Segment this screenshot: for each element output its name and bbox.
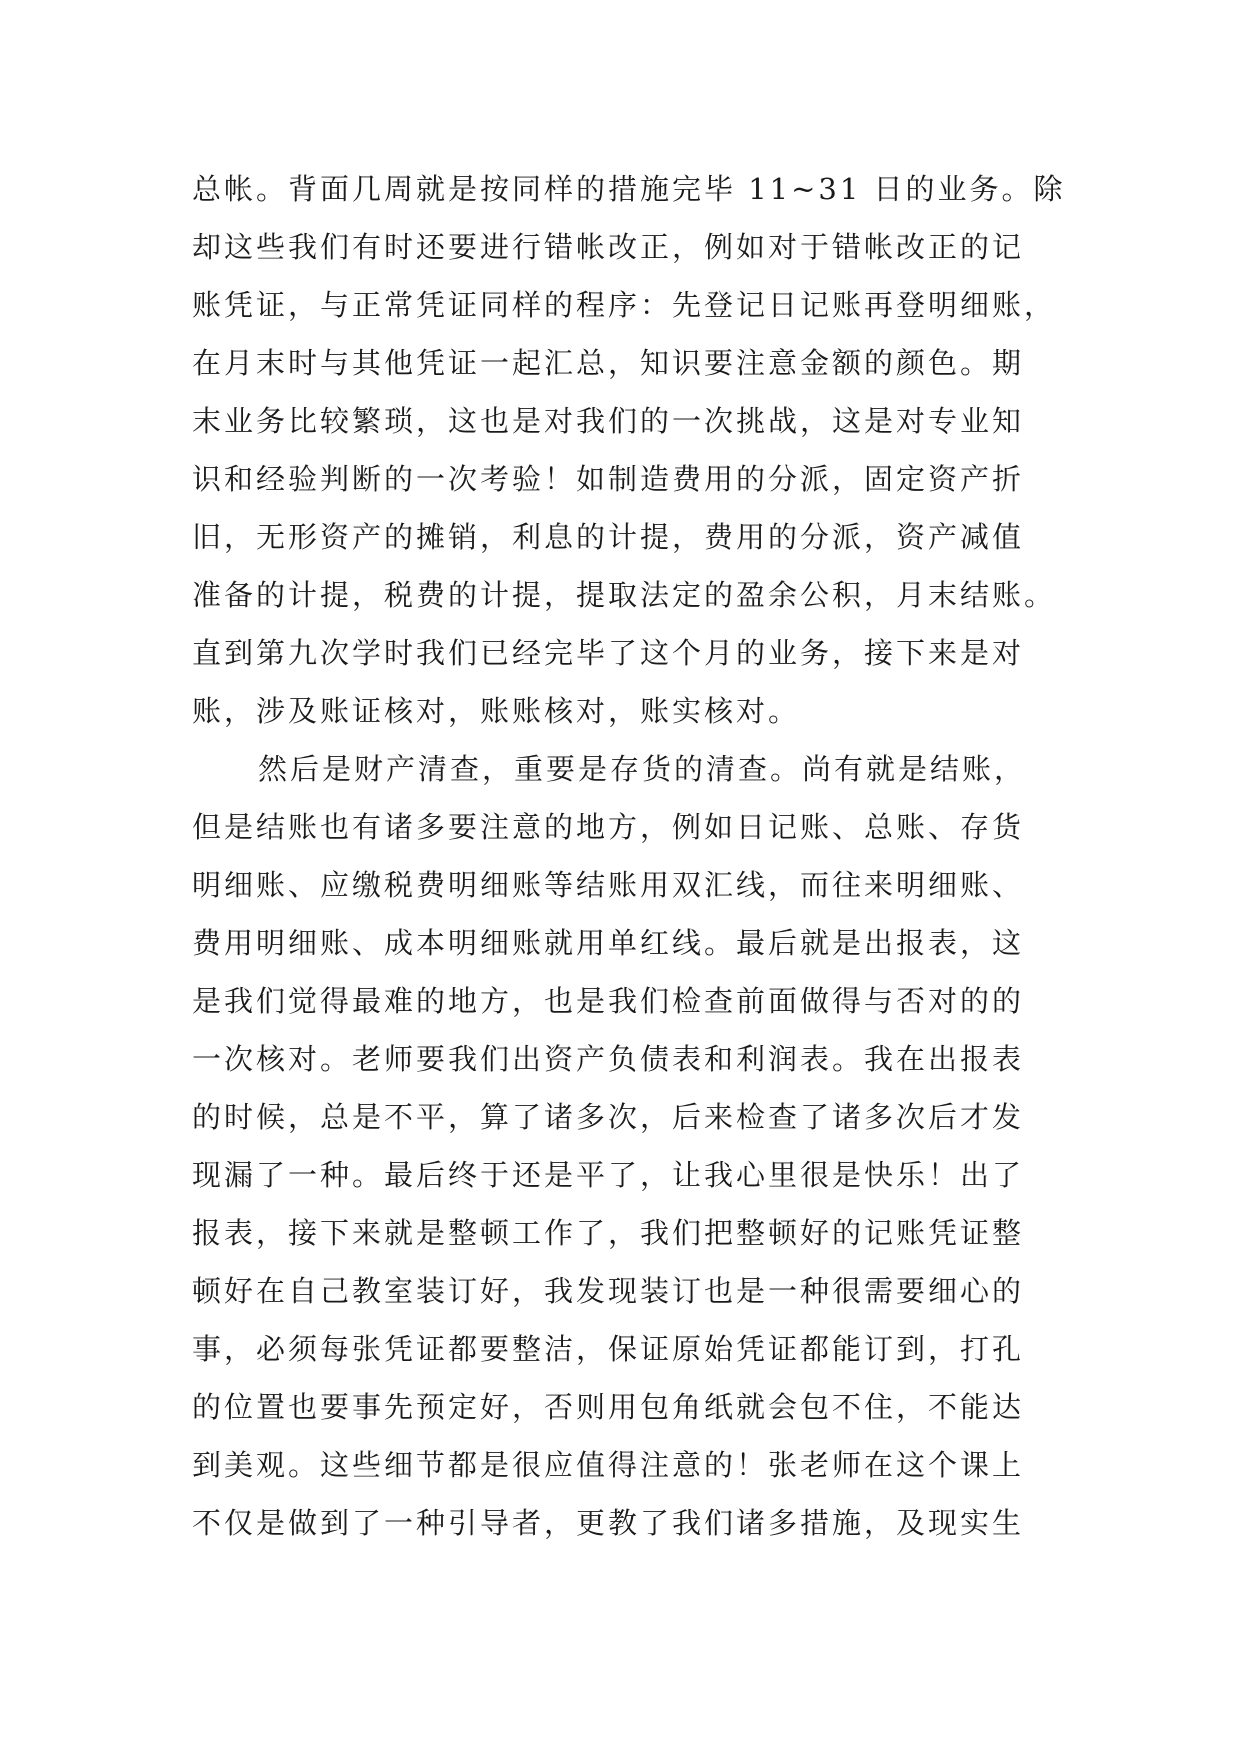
text-line: 不仅是做到了一种引导者，更教了我们诸多措施，及现实生 bbox=[192, 1506, 1025, 1540]
text-line: 一次核对。老师要我们出资产负债表和利润表。我在出报表 bbox=[192, 1042, 1025, 1076]
text-line: 末业务比较繁琐，这也是对我们的一次挑战，这是对专业知 bbox=[192, 404, 1025, 438]
text-line: 到美观。这些细节都是很应值得注意的！张老师在这个课上 bbox=[192, 1448, 1025, 1482]
text-line: 的时候，总是不平，算了诸多次，后来检查了诸多次后才发 bbox=[192, 1100, 1025, 1134]
text-line: 账，涉及账证核对，账账核对，账实核对。 bbox=[192, 694, 801, 728]
paragraph-start-line: 然后是财产清查，重要是存货的清查。尚有就是结账， bbox=[258, 752, 1027, 786]
text-line: 报表，接下来就是整顿工作了，我们把整顿好的记账凭证整 bbox=[192, 1216, 1025, 1250]
text-line: 顿好在自己教室装订好，我发现装订也是一种很需要细心的 bbox=[192, 1274, 1025, 1308]
text-line: 事，必须每张凭证都要整洁，保证原始凭证都能订到，打孔 bbox=[192, 1332, 1025, 1366]
text-line: 明细账、应缴税费明细账等结账用双汇线，而往来明细账、 bbox=[192, 868, 1025, 902]
text-line: 是我们觉得最难的地方，也是我们检查前面做得与否对的的 bbox=[192, 984, 1025, 1018]
text-line: 但是结账也有诸多要注意的地方，例如日记账、总账、存货 bbox=[192, 810, 1025, 844]
text-line: 却这些我们有时还要进行错帐改正，例如对于错帐改正的记 bbox=[192, 230, 1025, 264]
text-line: 的位置也要事先预定好，否则用包角纸就会包不住，不能达 bbox=[192, 1390, 1025, 1424]
text-line: 旧，无形资产的摊销，利息的计提，费用的分派，资产减值 bbox=[192, 520, 1025, 554]
text-line: 现漏了一种。最后终于还是平了，让我心里很是快乐！出了 bbox=[192, 1158, 1025, 1192]
text-line: 识和经验判断的一次考验！如制造费用的分派，固定资产折 bbox=[192, 462, 1025, 496]
text-line: 在月末时与其他凭证一起汇总，知识要注意金额的颜色。期 bbox=[192, 346, 1025, 380]
text-line: 账凭证，与正常凭证同样的程序：先登记日记账再登明细账， bbox=[192, 288, 1057, 322]
text-line: 直到第九次学时我们已经完毕了这个月的业务，接下来是对 bbox=[192, 636, 1025, 670]
body-text bbox=[192, 160, 1066, 1552]
text-line: 总帐。背面几周就是按同样的措施完毕 11~31 日的业务。除 bbox=[192, 172, 1066, 206]
text-line: 费用明细账、成本明细账就用单红线。最后就是出报表，这 bbox=[192, 926, 1025, 960]
text-line: 准备的计提，税费的计提，提取法定的盈余公积，月末结账。 bbox=[192, 578, 1057, 612]
